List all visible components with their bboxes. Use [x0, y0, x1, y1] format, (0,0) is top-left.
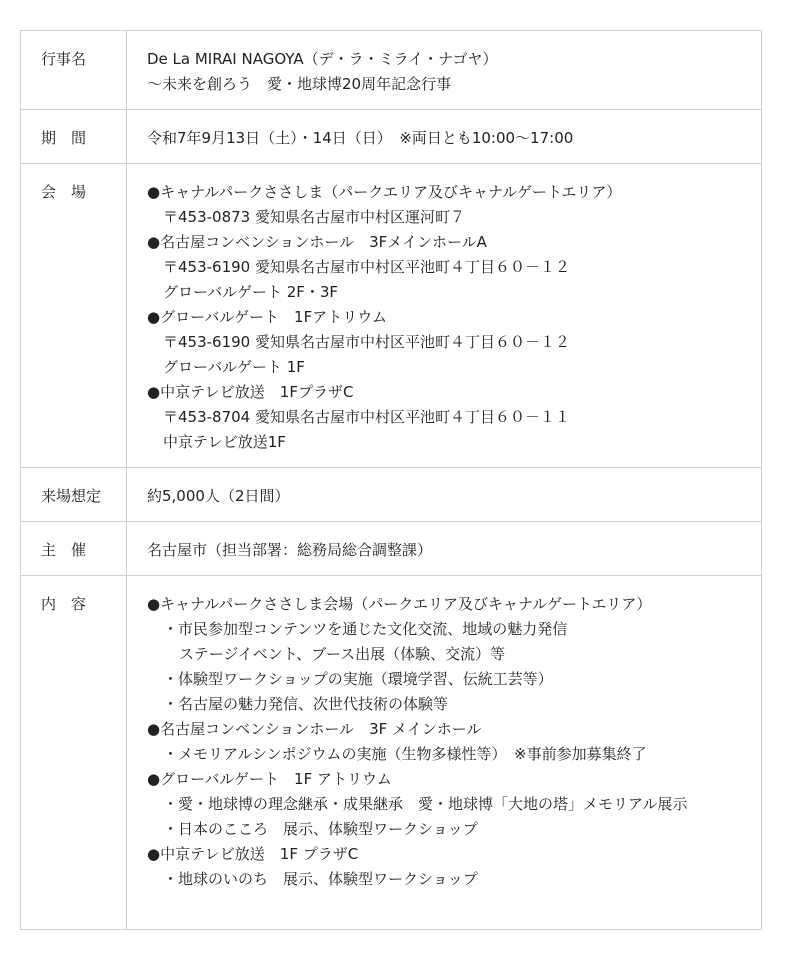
label-host: 主 催: [21, 522, 127, 576]
venue-line: 〒453-6190 愛知県名古屋市中村区平池町４丁目６０－１２: [163, 258, 570, 276]
content-line: ・メモリアルシンポジウムの実施（生物多様性等） ※事前参加募集終了: [163, 745, 647, 763]
content-line: ●キャナルパークささしま会場（パークエリア及びキャナルゲートエリア）: [147, 595, 652, 613]
content-line: ・名古屋の魅力発信、次世代技術の体験等: [163, 695, 449, 713]
venue-line: グローバルゲート 2F・3F: [163, 283, 339, 301]
value-visitors: [127, 468, 762, 522]
label-event-name: 行事名: [21, 31, 127, 110]
venue-line: ●キャナルパークささしま（パークエリア及びキャナルゲートエリア）: [147, 183, 622, 201]
visitors-line: 約5,000人（2日間）: [147, 487, 290, 505]
value-venue: [127, 164, 762, 468]
venue-line: グローバルゲート 1F: [163, 358, 305, 376]
label-content: 内 容: [21, 576, 127, 930]
content-line: ステージイベント、ブース出展（体験、交流）等: [179, 645, 506, 663]
value-event-name: [127, 31, 762, 110]
content-line: ・地球のいのち 展示、体験型ワークショップ: [163, 870, 478, 888]
event-info-table: [20, 30, 762, 930]
row-host: [21, 522, 762, 576]
content-line: ・市民参加型コンテンツを通じた文化交流、地域の魅力発信: [163, 620, 568, 638]
content-line: ・日本のこころ 展示、体験型ワークショップ: [163, 820, 478, 838]
event-name-line: 〜未来を創ろう 愛・地球博20周年記念行事: [147, 75, 452, 93]
content-line: ●中京テレビ放送 1F プラザC: [147, 845, 359, 863]
content-line: ・体験型ワークショップの実施（環境学習、伝統工芸等）: [163, 670, 553, 688]
content-line: ・愛・地球博の理念継承・成果継承 愛・地球博「大地の塔」メモリアル展示: [163, 795, 688, 813]
venue-line: 中京テレビ放送1F: [163, 433, 286, 451]
venue-line: ●中京テレビ放送 1FプラザC: [147, 383, 354, 401]
period-line: 令和7年9月13日（土）・14日（日） ※両日とも10:00〜17:00: [147, 129, 574, 147]
row-venue: [21, 164, 762, 468]
value-host: [127, 522, 762, 576]
value-content: [127, 576, 762, 930]
label-period: 期 間: [21, 110, 127, 164]
host-line: 名古屋市（担当部署：総務局総合調整課）: [147, 541, 433, 559]
venue-line: 〒453-8704 愛知県名古屋市中村区平池町４丁目６０－１１: [163, 408, 570, 426]
content-line: ●名古屋コンベンションホール 3F メインホール: [147, 720, 482, 738]
venue-line: 〒453-0873 愛知県名古屋市中村区運河町７: [163, 208, 465, 226]
content-line: ●グローバルゲート 1F アトリウム: [147, 770, 392, 788]
row-period: [21, 110, 762, 164]
row-event-name: [21, 31, 762, 110]
value-period: [127, 110, 762, 164]
row-content: [21, 576, 762, 930]
venue-line: ●グローバルゲート 1Fアトリウム: [147, 308, 388, 326]
venue-line: 〒453-6190 愛知県名古屋市中村区平池町４丁目６０－１２: [163, 333, 570, 351]
label-venue: 会 場: [21, 164, 127, 468]
label-visitors: 来場想定: [21, 468, 127, 522]
venue-line: ●名古屋コンベンションホール 3FメインホールA: [147, 233, 487, 251]
event-name-line: De La MIRAI NAGOYA（デ・ラ・ミライ・ナゴヤ）: [147, 50, 498, 68]
row-visitors: [21, 468, 762, 522]
